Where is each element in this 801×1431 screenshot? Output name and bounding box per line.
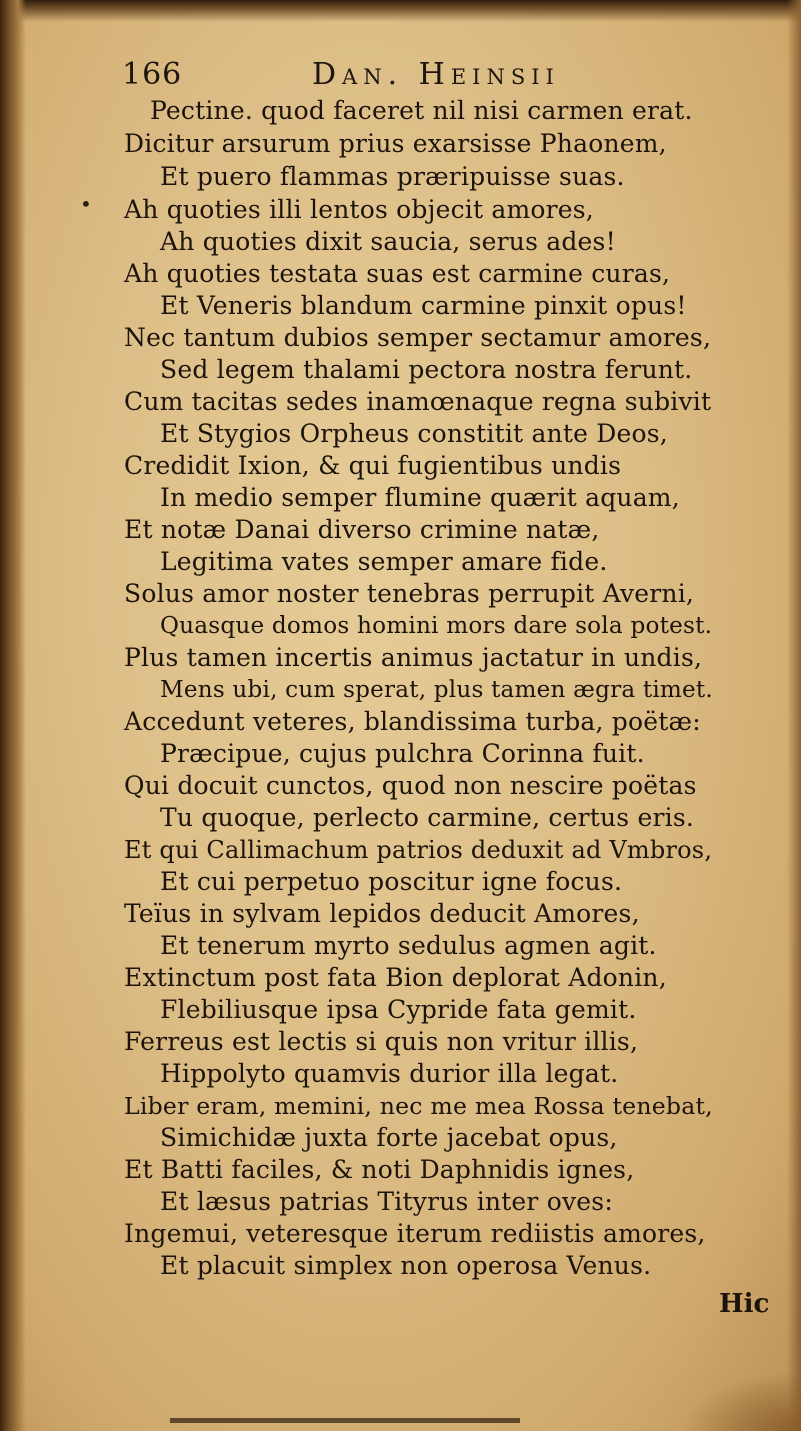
verse-line: Plus tamen incertis animus jactatur in undis, xyxy=(124,643,703,672)
verse-line: Et Batti faciles, & noti Daphnidis ignes, xyxy=(124,1155,635,1184)
running-head: Dan. Heinsii xyxy=(312,57,560,92)
verse-line: Et tenerum myrto sedulus agmen agit. xyxy=(160,931,657,960)
verse-line: Cum tacitas sedes inamœnaque regna subivit xyxy=(124,387,712,416)
verse-line: Ah quoties dixit saucia, serus ades! xyxy=(160,227,616,256)
verse-line: Ingemui, veteresque iterum rediistis amores, xyxy=(124,1219,706,1248)
verse-line: Ah quoties testata suas est carmine curas, xyxy=(124,259,671,288)
verse-line: Extinctum post fata Bion deplorat Adonin, xyxy=(124,963,667,992)
verse-line: Et cui perpetuo poscitur igne focus. xyxy=(160,867,623,896)
verse-line: Et Stygios Orpheus constitit ante Deos, xyxy=(160,419,668,448)
verse-line: Et qui Callimachum patrios deduxit ad Vmbros, xyxy=(124,836,713,864)
verse-line: Sed legem thalami pectora nostra ferunt. xyxy=(160,355,693,384)
margin-mark: • xyxy=(80,192,92,216)
verse-line: Credidit Ixion, & qui fugientibus undis xyxy=(124,451,622,480)
verse-line: Præcipue, cujus pulchra Corinna fuit. xyxy=(160,739,645,768)
verse-line: Qui docuit cunctos, quod non nescire poëtas xyxy=(124,771,697,800)
verse-line: Flebiliusque ipsa Cypride fata gemit. xyxy=(160,995,637,1024)
verse-line: In medio semper flumine quærit aquam, xyxy=(160,483,680,512)
page-number: 166 xyxy=(122,57,183,92)
verse-line: Dicitur arsurum prius exarsisse Phaonem, xyxy=(124,129,667,158)
verse-line: Simichidæ juxta forte jacebat opus, xyxy=(160,1123,618,1152)
verse-line: Liber eram, memini, nec me mea Rossa tenebat, xyxy=(124,1092,713,1120)
verse-line: Et notæ Danai diverso crimine natæ, xyxy=(124,515,600,544)
bottom-rule xyxy=(170,1418,520,1423)
verse-line: Et placuit simplex non operosa Venus. xyxy=(160,1251,652,1280)
verse-line: Ferreus est lectis si quis non vritur illis, xyxy=(124,1027,639,1056)
verse-line: Ah quoties illi lentos objecit amores, xyxy=(124,195,594,224)
verse-line: Solus amor noster tenebras perrupit Averni, xyxy=(124,579,695,608)
catchword: Hic xyxy=(719,1289,770,1319)
verse-line: Accedunt veteres, blandissima turba, poëtæ: xyxy=(124,707,701,736)
verse-line: Legitima vates semper amare fide. xyxy=(160,547,608,576)
verse-line: Nec tantum dubios semper sectamur amores, xyxy=(124,323,712,352)
verse-line: Et puero flammas præripuisse suas. xyxy=(160,162,625,191)
verse-line: Mens ubi, cum sperat, plus tamen ægra timet. xyxy=(160,677,713,703)
verse-line: Et læsus patrias Tityrus inter oves: xyxy=(160,1187,613,1216)
verse-line: Tu quoque, perlecto carmine, certus eris. xyxy=(160,803,694,832)
verse-line: Teïus in sylvam lepidos deducit Amores, xyxy=(124,899,640,928)
verse-line: Hippolyto quamvis durior illa legat. xyxy=(160,1059,619,1088)
verse-line: Quasque domos homini mors dare sola potest. xyxy=(160,613,713,639)
verse-line: Et Veneris blandum carmine pinxit opus! xyxy=(160,291,687,320)
verse-line: Pectine. quod faceret nil nisi carmen erat. xyxy=(150,96,693,125)
